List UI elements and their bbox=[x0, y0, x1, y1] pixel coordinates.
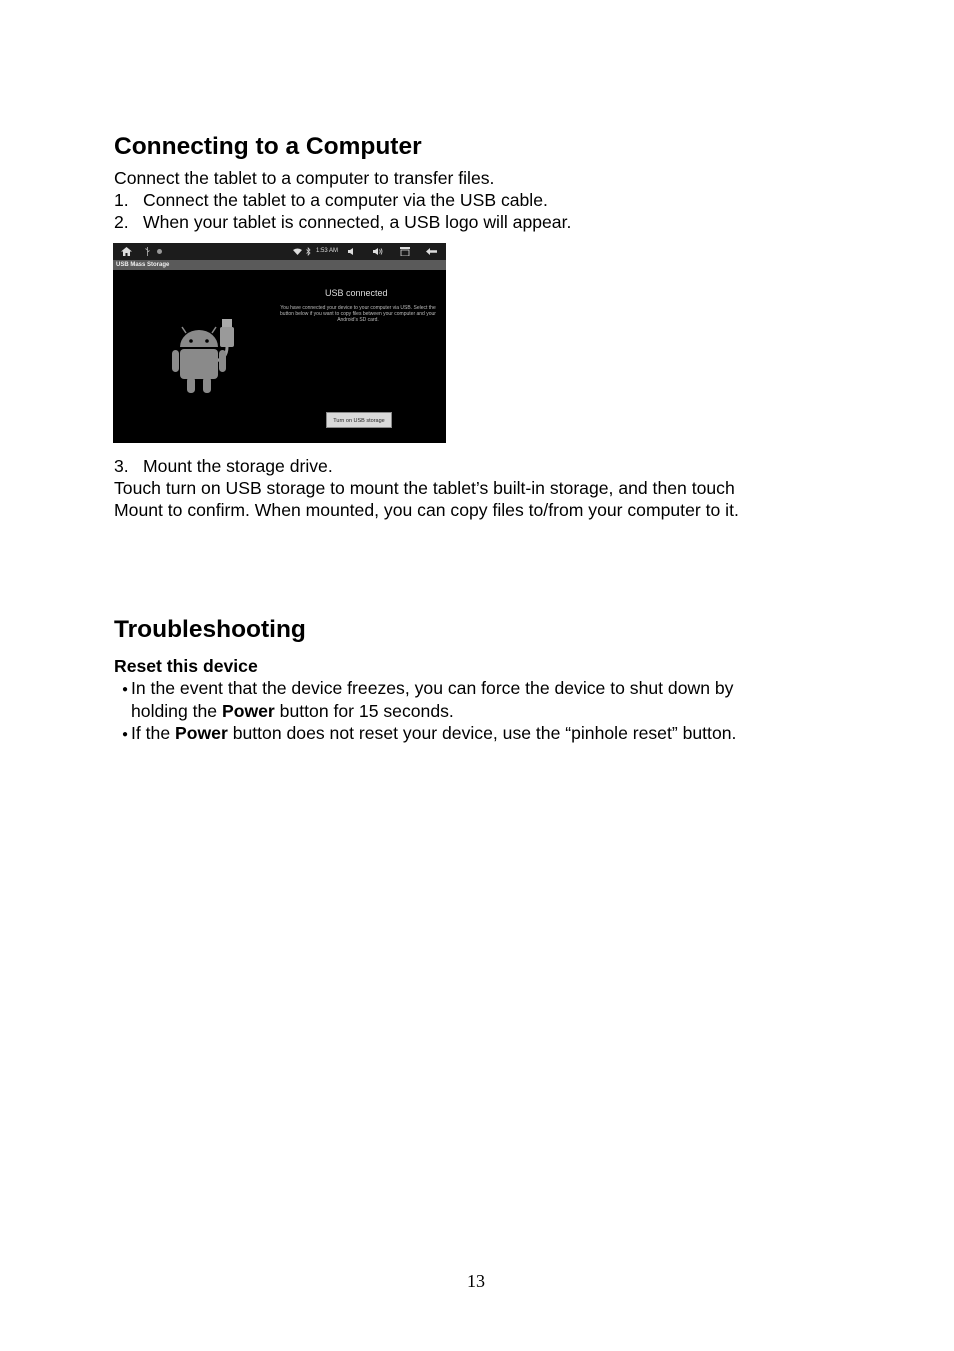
subsection-title-reset: Reset this device bbox=[114, 656, 258, 676]
bullet-text: button for 15 seconds. bbox=[274, 701, 454, 721]
home-icon bbox=[121, 247, 132, 256]
bold-power: Power bbox=[175, 723, 228, 743]
step-3 bbox=[114, 455, 333, 477]
step-text: Mount the storage drive. bbox=[143, 456, 333, 476]
section-title-troubleshooting: Troubleshooting bbox=[114, 616, 306, 643]
bullet-icon: ● bbox=[122, 684, 129, 695]
section-title-connecting: Connecting to a Computer bbox=[114, 133, 422, 160]
body-text-line-2: Mount to confirm. When mounted, you can copy files to/from your computer to it. bbox=[114, 500, 739, 520]
bluetooth-icon bbox=[306, 247, 311, 256]
wifi-icon bbox=[293, 248, 302, 255]
bold-power: Power bbox=[221, 701, 275, 721]
volume-down-icon bbox=[348, 248, 356, 255]
status-clock: 1:53 AM bbox=[316, 248, 339, 254]
step-2 bbox=[114, 211, 571, 233]
menu-icon bbox=[400, 247, 410, 256]
intro-text: Connect the tablet to a computer to transfer files. bbox=[114, 168, 495, 188]
bullet-item-1 bbox=[122, 677, 733, 701]
step-number: 1. bbox=[114, 190, 129, 210]
android-usb-icon bbox=[171, 317, 253, 395]
title-bar bbox=[113, 260, 446, 270]
bullet-text: holding the bbox=[131, 701, 222, 721]
step-1 bbox=[114, 189, 548, 211]
step-number: 2. bbox=[114, 212, 129, 232]
debug-icon bbox=[156, 248, 163, 255]
back-icon bbox=[426, 248, 437, 255]
usb-icon bbox=[145, 247, 150, 256]
volume-up-icon bbox=[373, 248, 383, 255]
step-text: When your tablet is connected, a USB logo will appear. bbox=[143, 212, 572, 232]
bullet-item-2 bbox=[122, 722, 736, 746]
bullet-text: In the event that the device freezes, you can force the device to shut down by bbox=[131, 678, 734, 698]
page-number: 13 bbox=[467, 1271, 485, 1291]
usb-connected-screenshot bbox=[113, 243, 446, 443]
body-text-line-1: Touch turn on USB storage to mount the tablet’s built-in storage, and then touch bbox=[114, 478, 735, 498]
step-number: 3. bbox=[114, 456, 129, 476]
bullet-icon: ● bbox=[122, 729, 129, 740]
status-bar bbox=[113, 243, 446, 260]
bullet-item-1-continued bbox=[131, 700, 454, 722]
bullet-text: button does not reset your device, use the “pinhole reset” button. bbox=[227, 723, 737, 743]
bullet-text: If the bbox=[131, 723, 176, 743]
usb-connected-heading: USB connected bbox=[325, 288, 388, 298]
turn-on-usb-storage-button[interactable]: Turn on USB storage bbox=[326, 412, 392, 428]
usb-connected-message: You have connected your device to your computer via USB. Select the button below if you want to copy files between your computer and your Android’s SD card. bbox=[280, 305, 436, 323]
step-text: Connect the tablet to a computer via the USB cable. bbox=[143, 190, 548, 210]
title-bar-text: USB Mass Storage bbox=[116, 262, 170, 268]
